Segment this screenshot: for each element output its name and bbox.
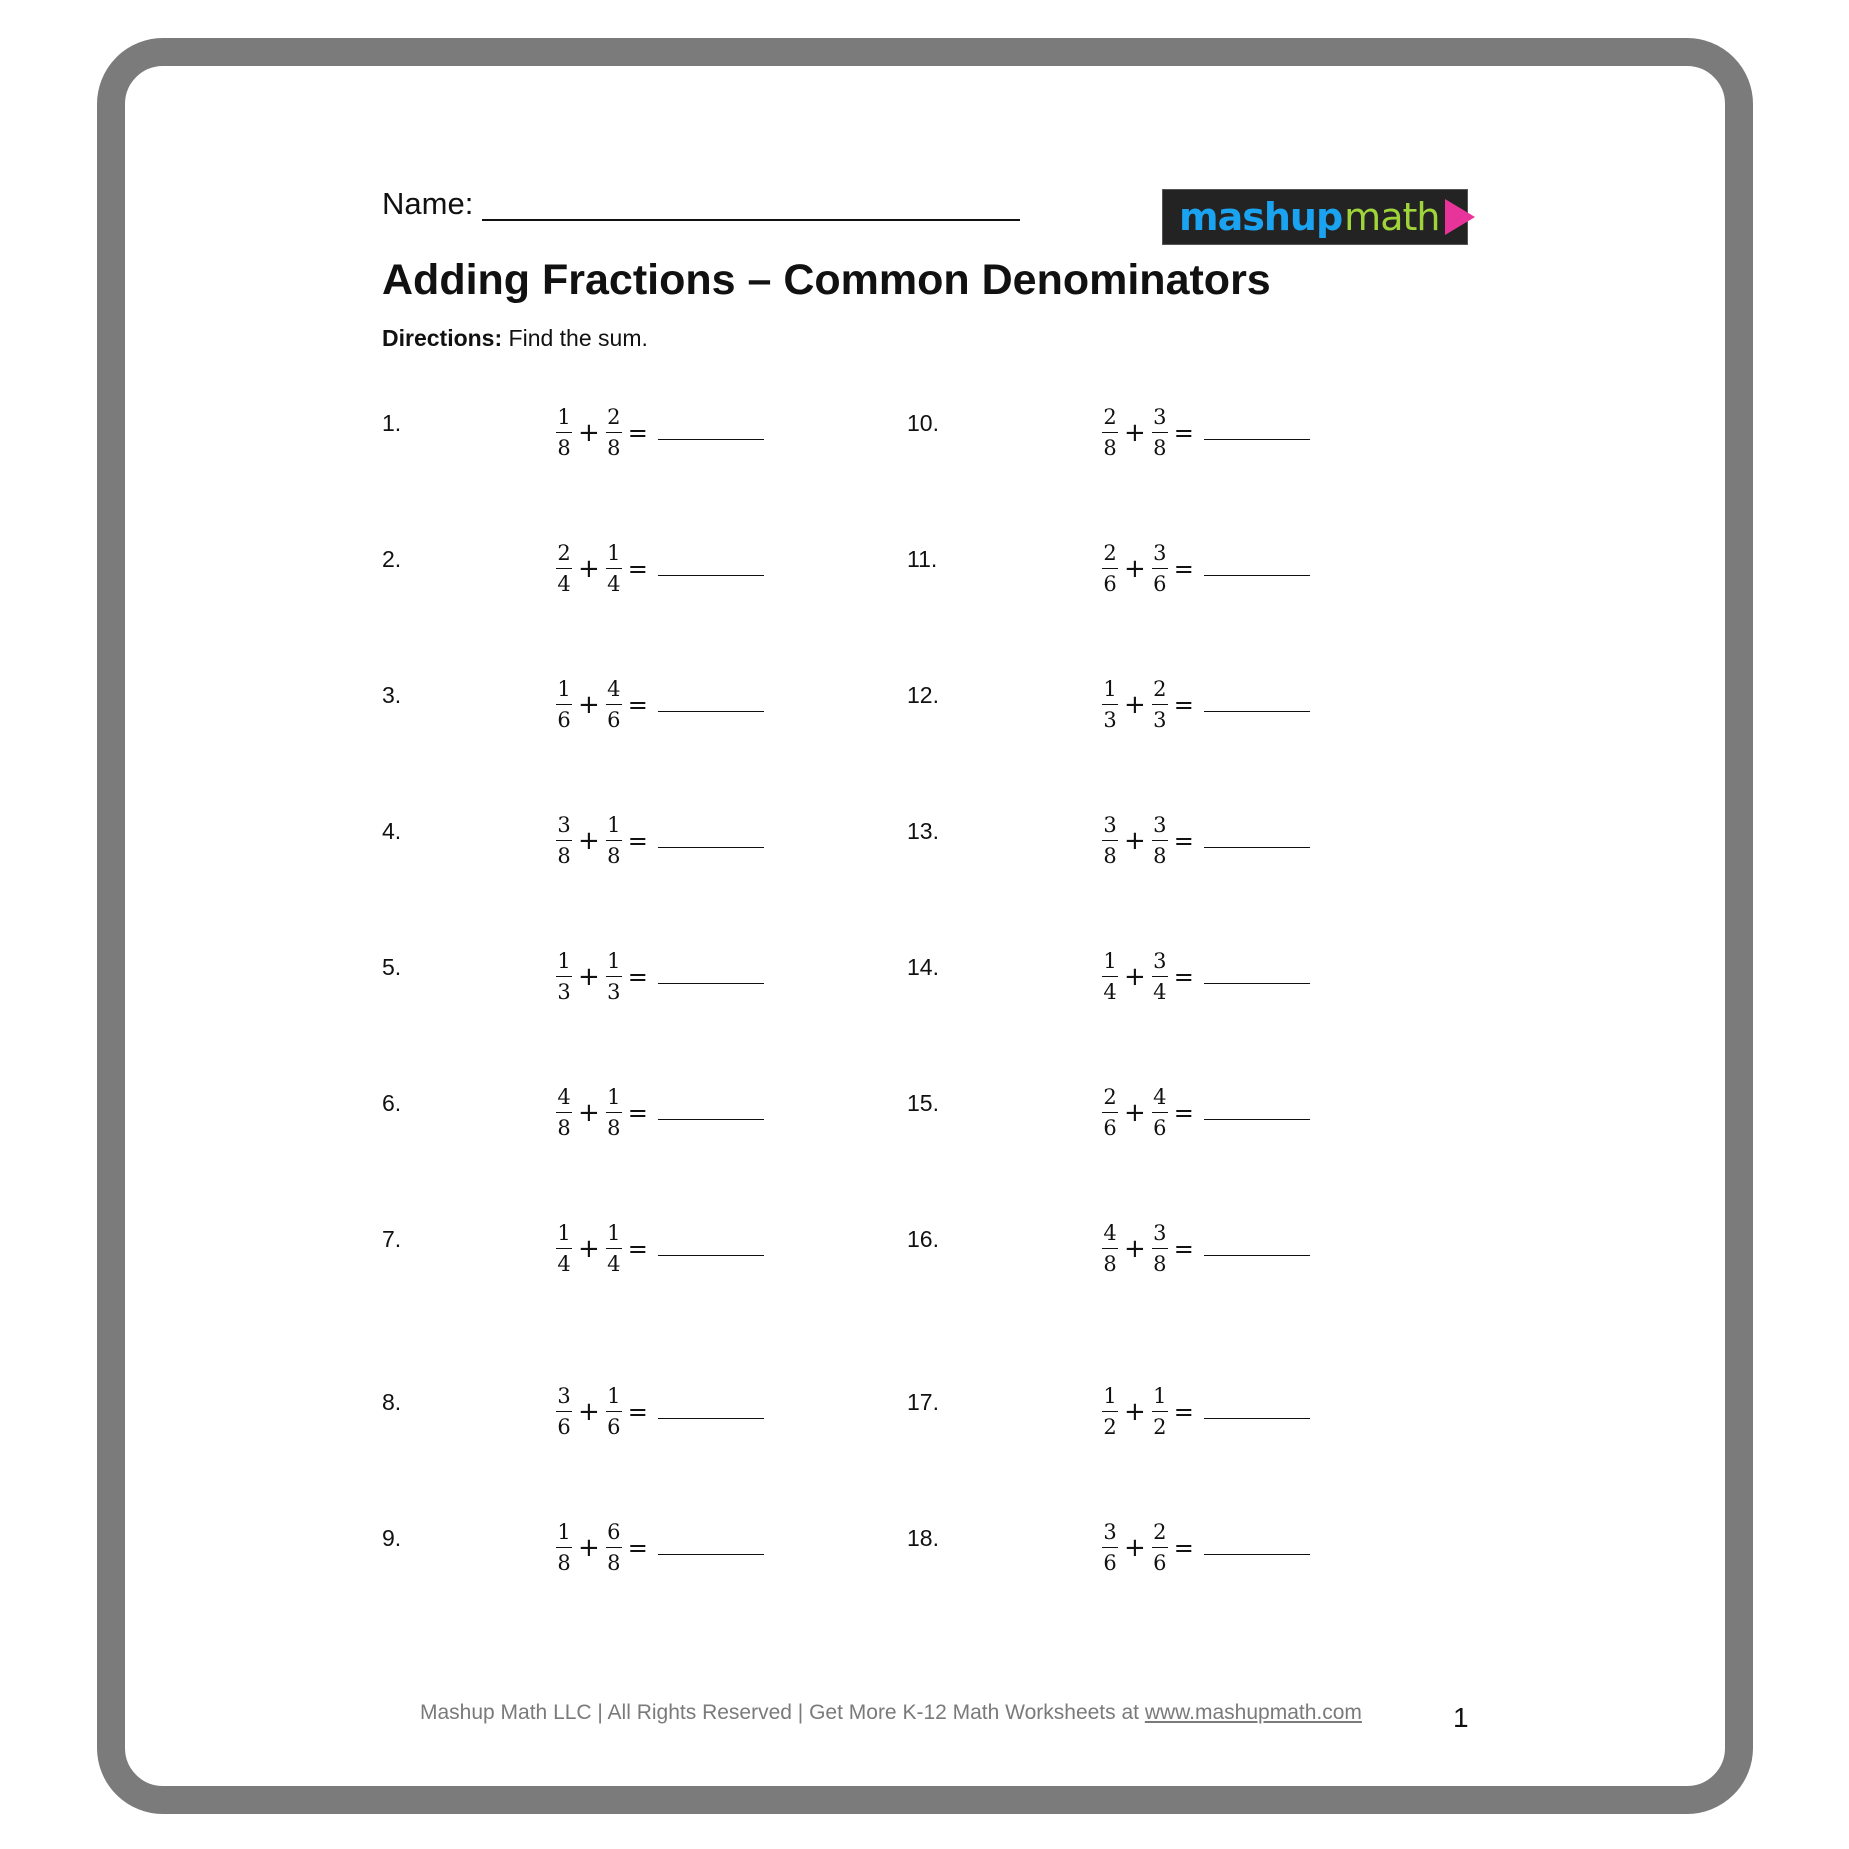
fraction-bar bbox=[606, 1411, 622, 1412]
fraction-b bbox=[1152, 812, 1168, 869]
equals-sign: = bbox=[1173, 554, 1194, 583]
fraction-bar bbox=[606, 976, 622, 977]
denominator: 4 bbox=[1103, 980, 1117, 1004]
fraction-a bbox=[1102, 1220, 1118, 1277]
fraction-b bbox=[606, 812, 622, 869]
plus-sign: + bbox=[578, 1233, 600, 1264]
plus-sign: + bbox=[1124, 689, 1146, 720]
fraction-expression bbox=[1102, 404, 1310, 461]
equals-sign: = bbox=[1173, 826, 1194, 855]
numerator: 3 bbox=[1103, 1520, 1117, 1544]
fraction-b bbox=[606, 676, 622, 733]
fraction-expression bbox=[1102, 540, 1310, 597]
fraction-bar bbox=[1152, 432, 1168, 433]
equals-sign: = bbox=[627, 1098, 648, 1127]
denominator: 6 bbox=[1153, 572, 1167, 596]
equals-sign: = bbox=[1173, 1533, 1194, 1562]
numerator: 1 bbox=[607, 1384, 621, 1408]
problem-number: 10. bbox=[907, 410, 939, 436]
numerator: 2 bbox=[1153, 1520, 1167, 1544]
plus-sign: + bbox=[578, 825, 600, 856]
problem-number: 5. bbox=[382, 954, 402, 980]
fraction-a bbox=[1102, 1383, 1118, 1440]
problem-number: 9. bbox=[382, 1525, 402, 1551]
fraction-b bbox=[1152, 1220, 1168, 1277]
fraction-bar bbox=[1152, 976, 1168, 977]
fraction-bar bbox=[556, 704, 572, 705]
fraction-b bbox=[606, 404, 622, 461]
fraction-expression bbox=[556, 1519, 764, 1576]
denominator: 3 bbox=[557, 980, 571, 1004]
equals-sign: = bbox=[627, 962, 648, 991]
equals-sign: = bbox=[1173, 1098, 1194, 1127]
numerator: 3 bbox=[1153, 405, 1167, 429]
plus-sign: + bbox=[1124, 961, 1146, 992]
denominator: 8 bbox=[1153, 1252, 1167, 1276]
plus-sign: + bbox=[1124, 553, 1146, 584]
numerator: 1 bbox=[1103, 949, 1117, 973]
plus-sign: + bbox=[578, 689, 600, 720]
fraction-bar bbox=[556, 1411, 572, 1412]
fraction-bar bbox=[1102, 1547, 1118, 1548]
fraction-bar bbox=[606, 704, 622, 705]
numerator: 1 bbox=[607, 813, 621, 837]
denominator: 8 bbox=[557, 844, 571, 868]
numerator: 1 bbox=[607, 949, 621, 973]
problem-number: 1. bbox=[382, 410, 402, 436]
answer-blank[interactable] bbox=[1204, 1119, 1310, 1120]
fraction-a bbox=[556, 812, 572, 869]
numerator: 2 bbox=[557, 541, 571, 565]
fraction-expression bbox=[1102, 1220, 1310, 1277]
numerator: 1 bbox=[557, 405, 571, 429]
denominator: 2 bbox=[1153, 1415, 1167, 1439]
numerator: 1 bbox=[557, 1520, 571, 1544]
equals-sign: = bbox=[1173, 962, 1194, 991]
fraction-bar bbox=[1102, 1112, 1118, 1113]
mashupmath-logo bbox=[1162, 189, 1468, 245]
fraction-bar bbox=[556, 1112, 572, 1113]
denominator: 3 bbox=[1103, 708, 1117, 732]
name-answer-line[interactable] bbox=[482, 219, 1020, 221]
problem-number: 18. bbox=[907, 1525, 939, 1551]
fraction-b bbox=[1152, 1383, 1168, 1440]
fraction-b bbox=[606, 1220, 622, 1277]
denominator: 8 bbox=[1103, 1252, 1117, 1276]
fraction-expression bbox=[1102, 1084, 1310, 1141]
plus-sign: + bbox=[578, 1532, 600, 1563]
numerator: 4 bbox=[1103, 1221, 1117, 1245]
answer-blank[interactable] bbox=[658, 1119, 764, 1120]
answer-blank[interactable] bbox=[1204, 575, 1310, 576]
denominator: 4 bbox=[607, 572, 621, 596]
numerator: 2 bbox=[1103, 1085, 1117, 1109]
denominator: 6 bbox=[607, 708, 621, 732]
plus-sign: + bbox=[578, 1396, 600, 1427]
denominator: 8 bbox=[607, 436, 621, 460]
denominator: 6 bbox=[557, 708, 571, 732]
fraction-bar bbox=[606, 1547, 622, 1548]
fraction-bar bbox=[606, 432, 622, 433]
plus-sign: + bbox=[1124, 1233, 1146, 1264]
fraction-a bbox=[556, 676, 572, 733]
answer-blank[interactable] bbox=[658, 1418, 764, 1419]
fraction-expression bbox=[556, 1220, 764, 1277]
numerator: 2 bbox=[1103, 541, 1117, 565]
fraction-a bbox=[1102, 540, 1118, 597]
numerator: 4 bbox=[1153, 1085, 1167, 1109]
fraction-a bbox=[556, 1220, 572, 1277]
logo-text-math: math bbox=[1344, 195, 1440, 239]
numerator: 3 bbox=[1103, 813, 1117, 837]
fraction-expression bbox=[1102, 1519, 1310, 1576]
fraction-expression bbox=[1102, 1383, 1310, 1440]
answer-blank[interactable] bbox=[658, 711, 764, 712]
denominator: 8 bbox=[557, 1116, 571, 1140]
numerator: 3 bbox=[1153, 813, 1167, 837]
fraction-bar bbox=[1152, 1112, 1168, 1113]
numerator: 1 bbox=[607, 1221, 621, 1245]
problem-number: 3. bbox=[382, 682, 402, 708]
problem-number: 7. bbox=[382, 1226, 402, 1252]
footer-text: Mashup Math LLC | All Rights Reserved | Get More K-12 Math Worksheets at bbox=[420, 1701, 1145, 1724]
fraction-bar bbox=[1102, 432, 1118, 433]
problem-number: 14. bbox=[907, 954, 939, 980]
numerator: 3 bbox=[1153, 949, 1167, 973]
denominator: 8 bbox=[1153, 436, 1167, 460]
fraction-expression bbox=[1102, 948, 1310, 1005]
numerator: 3 bbox=[557, 1384, 571, 1408]
play-icon bbox=[1445, 199, 1475, 235]
fraction-bar bbox=[1102, 976, 1118, 977]
equals-sign: = bbox=[1173, 690, 1194, 719]
fraction-b bbox=[1152, 1084, 1168, 1141]
equals-sign: = bbox=[627, 1533, 648, 1562]
equals-sign: = bbox=[627, 418, 648, 447]
equals-sign: = bbox=[1173, 418, 1194, 447]
answer-blank[interactable] bbox=[658, 575, 764, 576]
answer-blank[interactable] bbox=[1204, 439, 1310, 440]
equals-sign: = bbox=[1173, 1234, 1194, 1263]
fraction-bar bbox=[1102, 840, 1118, 841]
fraction-bar bbox=[556, 1248, 572, 1249]
footer-link[interactable]: www.mashupmath.com bbox=[1144, 1701, 1362, 1724]
denominator: 6 bbox=[1153, 1116, 1167, 1140]
fraction-b bbox=[606, 1519, 622, 1576]
numerator: 1 bbox=[607, 541, 621, 565]
plus-sign: + bbox=[578, 417, 600, 448]
numerator: 3 bbox=[1153, 1221, 1167, 1245]
fraction-a bbox=[1102, 676, 1118, 733]
numerator: 1 bbox=[557, 949, 571, 973]
problem-number: 11. bbox=[907, 546, 938, 572]
denominator: 8 bbox=[1103, 436, 1117, 460]
denominator: 6 bbox=[1103, 1551, 1117, 1575]
plus-sign: + bbox=[1124, 1097, 1146, 1128]
fraction-bar bbox=[556, 976, 572, 977]
numerator: 2 bbox=[1103, 405, 1117, 429]
numerator: 3 bbox=[557, 813, 571, 837]
fraction-a bbox=[556, 948, 572, 1005]
fraction-expression bbox=[556, 1084, 764, 1141]
denominator: 8 bbox=[607, 1116, 621, 1140]
plus-sign: + bbox=[1124, 1396, 1146, 1427]
page-number: 1 bbox=[1453, 1702, 1469, 1733]
fraction-b bbox=[606, 1084, 622, 1141]
numerator: 2 bbox=[607, 405, 621, 429]
denominator: 8 bbox=[557, 1551, 571, 1575]
problem-number: 4. bbox=[382, 818, 402, 844]
plus-sign: + bbox=[1124, 1532, 1146, 1563]
fraction-bar bbox=[1102, 568, 1118, 569]
problem-number: 13. bbox=[907, 818, 939, 844]
denominator: 6 bbox=[1103, 1116, 1117, 1140]
fraction-b bbox=[1152, 676, 1168, 733]
fraction-b bbox=[1152, 1519, 1168, 1576]
denominator: 4 bbox=[1153, 980, 1167, 1004]
fraction-expression bbox=[556, 676, 764, 733]
fraction-bar bbox=[1152, 704, 1168, 705]
fraction-b bbox=[1152, 404, 1168, 461]
numerator: 4 bbox=[557, 1085, 571, 1109]
denominator: 6 bbox=[607, 1415, 621, 1439]
numerator: 1 bbox=[557, 1221, 571, 1245]
fraction-a bbox=[556, 404, 572, 461]
problem-number: 16. bbox=[907, 1226, 939, 1252]
denominator: 3 bbox=[1153, 708, 1167, 732]
equals-sign: = bbox=[627, 554, 648, 583]
fraction-expression bbox=[1102, 676, 1310, 733]
numerator: 1 bbox=[1153, 1384, 1167, 1408]
answer-blank[interactable] bbox=[1204, 1418, 1310, 1419]
fraction-a bbox=[556, 1383, 572, 1440]
denominator: 6 bbox=[557, 1415, 571, 1439]
problem-number: 8. bbox=[382, 1389, 402, 1415]
fraction-b bbox=[606, 540, 622, 597]
fraction-b bbox=[606, 948, 622, 1005]
fraction-bar bbox=[606, 1112, 622, 1113]
numerator: 2 bbox=[1153, 677, 1167, 701]
fraction-bar bbox=[1102, 1248, 1118, 1249]
answer-blank[interactable] bbox=[658, 439, 764, 440]
fraction-b bbox=[606, 1383, 622, 1440]
fraction-a bbox=[1102, 1084, 1118, 1141]
answer-blank[interactable] bbox=[658, 1554, 764, 1555]
plus-sign: + bbox=[1124, 825, 1146, 856]
numerator: 1 bbox=[607, 1085, 621, 1109]
denominator: 8 bbox=[557, 436, 571, 460]
logo-text-mashup: mashup bbox=[1179, 195, 1343, 239]
fraction-a bbox=[1102, 812, 1118, 869]
fraction-expression bbox=[556, 540, 764, 597]
answer-blank[interactable] bbox=[1204, 983, 1310, 984]
denominator: 8 bbox=[607, 844, 621, 868]
fraction-bar bbox=[606, 568, 622, 569]
plus-sign: + bbox=[578, 1097, 600, 1128]
answer-blank[interactable] bbox=[1204, 847, 1310, 848]
answer-blank[interactable] bbox=[658, 1255, 764, 1256]
fraction-bar bbox=[1152, 568, 1168, 569]
numerator: 1 bbox=[1103, 677, 1117, 701]
plus-sign: + bbox=[1124, 417, 1146, 448]
fraction-bar bbox=[606, 1248, 622, 1249]
problem-number: 17. bbox=[907, 1389, 939, 1415]
fraction-bar bbox=[1102, 704, 1118, 705]
fraction-a bbox=[556, 1084, 572, 1141]
numerator: 4 bbox=[607, 677, 621, 701]
directions bbox=[382, 325, 648, 352]
numerator: 1 bbox=[557, 677, 571, 701]
fraction-b bbox=[1152, 540, 1168, 597]
fraction-bar bbox=[1152, 1248, 1168, 1249]
fraction-expression bbox=[556, 404, 764, 461]
equals-sign: = bbox=[627, 826, 648, 855]
fraction-bar bbox=[556, 568, 572, 569]
fraction-a bbox=[1102, 1519, 1118, 1576]
denominator: 8 bbox=[1103, 844, 1117, 868]
denominator: 6 bbox=[1153, 1551, 1167, 1575]
footer bbox=[420, 1701, 1362, 1725]
problem-number: 15. bbox=[907, 1090, 939, 1116]
problem-number: 12. bbox=[907, 682, 939, 708]
denominator: 2 bbox=[1103, 1415, 1117, 1439]
fraction-bar bbox=[1152, 1547, 1168, 1548]
answer-blank[interactable] bbox=[658, 983, 764, 984]
fraction-bar bbox=[606, 840, 622, 841]
answer-blank[interactable] bbox=[1204, 1554, 1310, 1555]
name-label: Name: bbox=[382, 186, 474, 221]
fraction-expression bbox=[556, 1383, 764, 1440]
denominator: 4 bbox=[607, 1252, 621, 1276]
fraction-bar bbox=[556, 1547, 572, 1548]
fraction-bar bbox=[556, 840, 572, 841]
fraction-b bbox=[1152, 948, 1168, 1005]
worksheet-title: Adding Fractions – Common Denominators bbox=[382, 256, 1271, 304]
denominator: 8 bbox=[1153, 844, 1167, 868]
directions-text: Find the sum. bbox=[502, 325, 648, 351]
fraction-bar bbox=[1152, 1411, 1168, 1412]
plus-sign: + bbox=[578, 553, 600, 584]
fraction-bar bbox=[1152, 840, 1168, 841]
fraction-expression bbox=[1102, 812, 1310, 869]
denominator: 4 bbox=[557, 1252, 571, 1276]
answer-blank[interactable] bbox=[658, 847, 764, 848]
fraction-a bbox=[1102, 404, 1118, 461]
problem-number: 2. bbox=[382, 546, 402, 572]
fraction-expression bbox=[556, 812, 764, 869]
fraction-a bbox=[556, 1519, 572, 1576]
fraction-expression bbox=[556, 948, 764, 1005]
denominator: 4 bbox=[557, 572, 571, 596]
equals-sign: = bbox=[627, 690, 648, 719]
fraction-bar bbox=[1102, 1411, 1118, 1412]
answer-blank[interactable] bbox=[1204, 711, 1310, 712]
problem-number: 6. bbox=[382, 1090, 402, 1116]
denominator: 6 bbox=[1103, 572, 1117, 596]
denominator: 8 bbox=[607, 1551, 621, 1575]
fraction-a bbox=[556, 540, 572, 597]
answer-blank[interactable] bbox=[1204, 1255, 1310, 1256]
plus-sign: + bbox=[578, 961, 600, 992]
numerator: 6 bbox=[607, 1520, 621, 1544]
numerator: 3 bbox=[1153, 541, 1167, 565]
numerator: 1 bbox=[1103, 1384, 1117, 1408]
denominator: 3 bbox=[607, 980, 621, 1004]
fraction-bar bbox=[556, 432, 572, 433]
equals-sign: = bbox=[627, 1397, 648, 1426]
equals-sign: = bbox=[627, 1234, 648, 1263]
equals-sign: = bbox=[1173, 1397, 1194, 1426]
fraction-a bbox=[1102, 948, 1118, 1005]
directions-label: Directions: bbox=[382, 325, 503, 351]
